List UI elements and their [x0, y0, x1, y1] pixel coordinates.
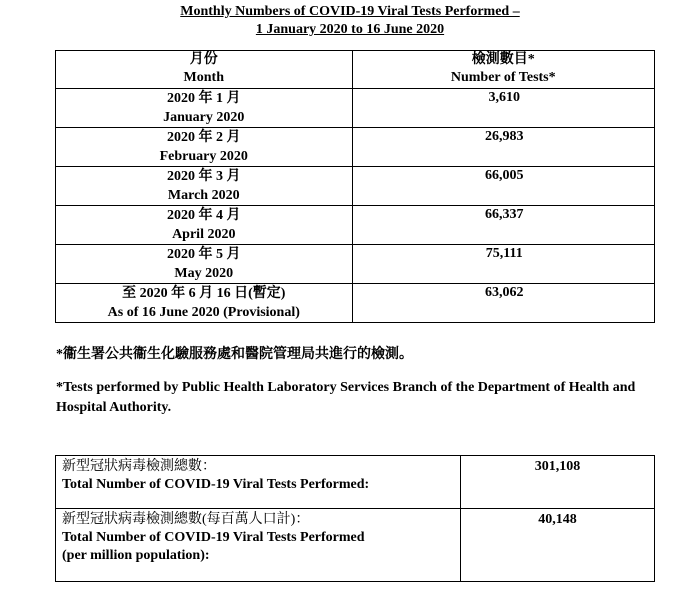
month-header-zh: 月份 — [189, 52, 218, 67]
document-title-line-2: 1 January 2020 to 16 June 2020 — [255, 22, 445, 37]
tests-cell: 26,983 — [352, 128, 654, 167]
table-row — [56, 284, 655, 323]
tests-header — [352, 51, 654, 89]
per-million-row — [56, 509, 655, 582]
tests-cell: 63,062 — [352, 284, 654, 323]
tests-header-zh: 檢測數目* — [471, 52, 535, 67]
month-cell: 2020 年 3 月 March 2020 — [56, 167, 353, 206]
total-tests-label: 新型冠狀病毒檢測總數： Total Number of COVID-19 Viral Tests Performed: — [56, 456, 461, 509]
month-header — [56, 51, 353, 89]
table-header-row — [56, 51, 655, 89]
total-tests-value: 301,108 — [461, 456, 655, 509]
table-row — [56, 245, 655, 284]
total-tests-row — [56, 456, 655, 509]
tests-cell: 66,337 — [352, 206, 654, 245]
tests-cell: 75,111 — [352, 245, 654, 284]
month-cell: 2020 年 2 月 February 2020 — [56, 128, 353, 167]
tests-cell: 66,005 — [352, 167, 654, 206]
month-header-en: Month — [183, 70, 224, 85]
month-cell: 2020 年 5 月 May 2020 — [56, 245, 353, 284]
footnote-zh: *衞生署公共衞生化驗服務處和醫院管理局共進行的檢測。 — [56, 347, 413, 362]
table-row — [56, 167, 655, 206]
month-cell: 至 2020 年 6 月 16 日(暫定) As of 16 June 2020 (Provisional) — [56, 284, 353, 323]
monthly-tests-table — [55, 50, 655, 323]
per-million-label: 新型冠狀病毒檢測總數(每百萬人口計)： Total Number of COVID-19 Viral Tests Performed (per million population): — [56, 509, 461, 582]
per-million-value: 40,148 — [461, 509, 655, 582]
month-cell: 2020 年 4 月 April 2020 — [56, 206, 353, 245]
tests-cell: 3,610 — [352, 89, 654, 128]
table-row — [56, 89, 655, 128]
table-row — [56, 206, 655, 245]
month-cell: 2020 年 1 月 January 2020 — [56, 89, 353, 128]
totals-table — [55, 455, 655, 582]
footnote-en: *Tests performed by Public Health Laboratory Services Branch of the Department of Health and Hospital Authority. — [56, 380, 636, 415]
table-row — [56, 128, 655, 167]
document-title-line-1: Monthly Numbers of COVID-19 Viral Tests Performed – — [180, 4, 520, 19]
tests-header-en: Number of Tests* — [450, 70, 556, 85]
